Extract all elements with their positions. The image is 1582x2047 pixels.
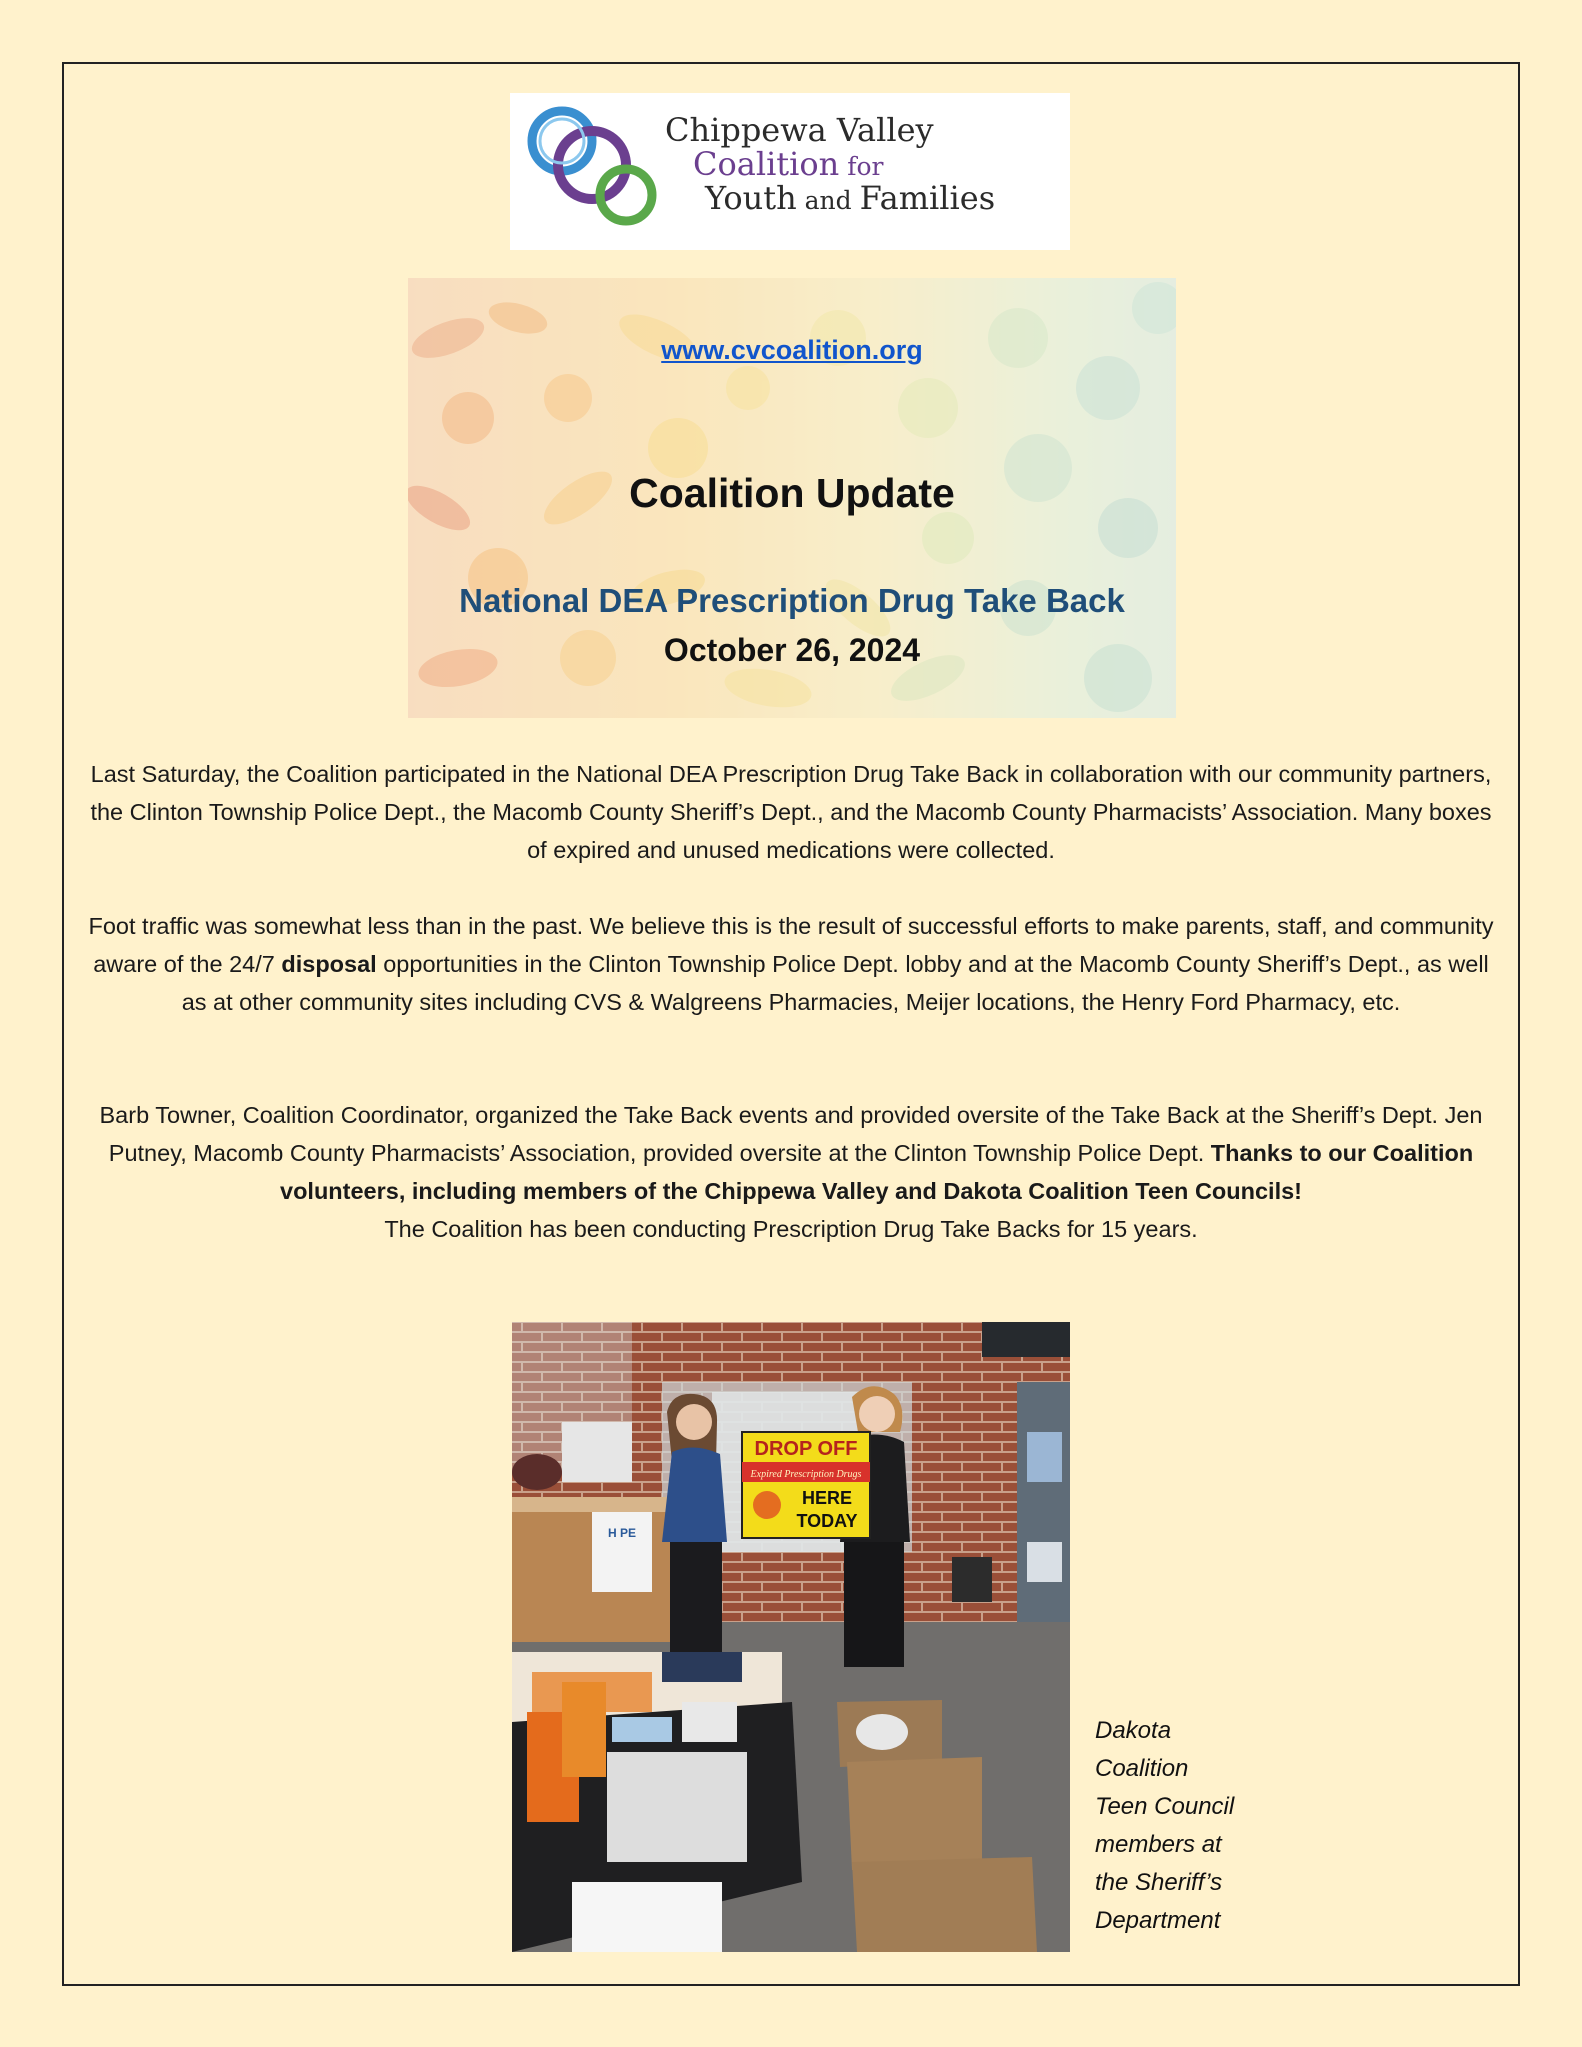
logo-line-1: Chippewa Valley [665,111,934,149]
sign-here: HERE [801,1488,853,1508]
page-title: Coalition Update [629,470,955,516]
paragraph-3: Barb Towner, Coalition Coordinator, organized the Take Back events and provided oversite of the Take Back at the Sheriff’s Dept. Jen Putney, Macomb County Pharmacists’ Association, provided oversite at the Clinton Township Police Dept. Thanks to our Coalition volunteers, including members of the Chippewa Valley and Dakota Coalition Teen Councils! The Coalition has been conducting Prescription Drug Take Backs for 15 years. [99,1102,1483,1242]
sign-today: TODAY [796,1511,858,1531]
coalition-logo [510,93,1070,250]
paragraph-2: Foot traffic was somewhat less than in the past. We believe this is the result of successful efforts to make parents, staff, and community aware of the 24/7 disposal opportunities in the Clinton Township Police Dept. lobby and at the Macomb County Sheriff’s Dept., as well as at other community sites including CVS & Walgreens Pharmacies, Meijer locations, the Henry Ford Pharmacy, etc. [88,913,1494,1015]
website-link[interactable]: www.cvcoalition.org [661,335,923,365]
logo-line-2: Coalition for [693,145,884,183]
paragraph-1: Last Saturday, the Coalition participated in the National DEA Prescription Drug Take Back in collaboration with our community partners, the Clinton Township Police Dept., the Macomb County Sheriff’s Dept., and the Macomb County Pharmacists’ Association. Many boxes of expired and unused medications were collected. [90,761,1492,863]
event-date: October 26, 2024 [663,632,921,668]
rings-logo-icon [520,103,670,243]
thanks-bold: Thanks to our Coalition volunteers, including members of the Chippewa Valley and Dakota Coalition Teen Councils! [280,1140,1474,1204]
disposal-bold: disposal [281,951,377,977]
photo-caption: Dakota Coalition Teen Council members at the Sheriff’s Department [1095,1717,1235,1934]
header-banner [408,278,1176,718]
event-photo [512,1322,1070,1952]
logo-line-3: Youth and Families [705,179,996,217]
hope-sign: H PE [607,1526,637,1540]
event-title: National DEA Prescription Drug Take Back [459,582,1125,619]
sign-expired: Expired Prescription Drugs [750,1469,862,1480]
sign-drop-off: DROP OFF [754,1438,858,1460]
photo-scene-image [512,1322,1070,1952]
